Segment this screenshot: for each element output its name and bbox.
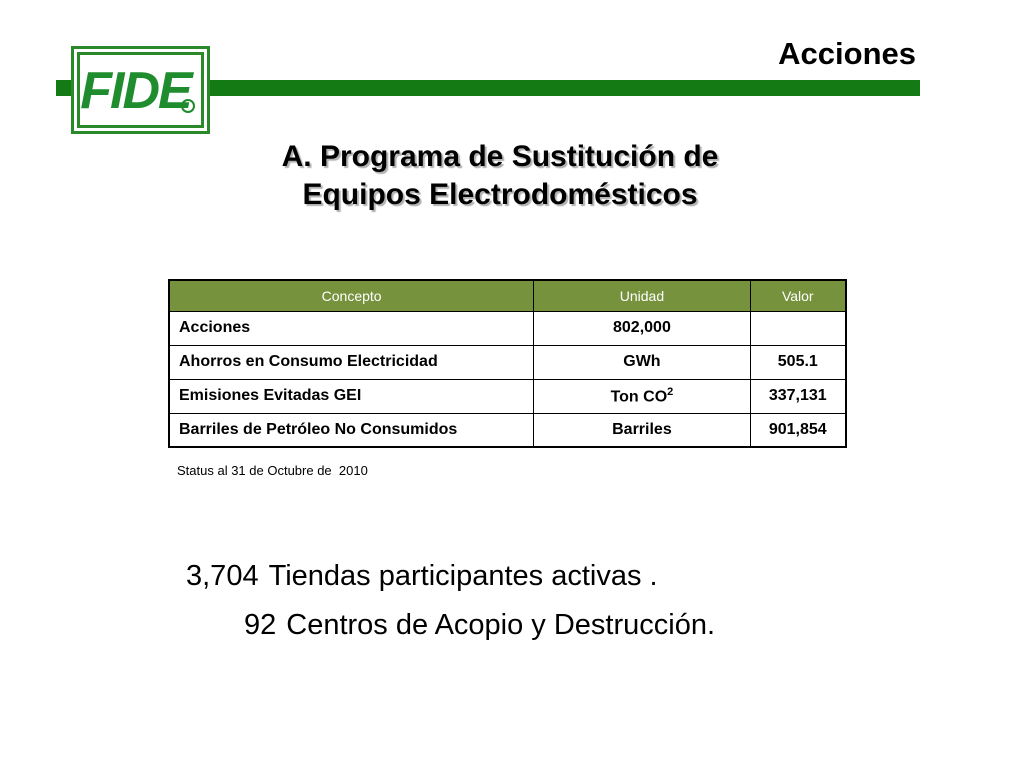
logo-seal-icon — [181, 99, 195, 113]
cell-valor: 901,854 — [750, 413, 846, 447]
table-row — [169, 311, 846, 345]
fide-logo — [71, 46, 210, 134]
cell-unidad-subscript: 2 — [667, 385, 674, 398]
cell-unidad: Barriles — [534, 413, 750, 447]
cell-concepto: Barriles de Petróleo No Consumidos — [169, 413, 534, 447]
page-title: Acciones — [778, 36, 916, 71]
cell-valor — [750, 311, 846, 345]
table-row — [169, 413, 846, 447]
cell-unidad-text: Ton CO — [610, 388, 668, 406]
results-table — [168, 279, 847, 448]
cell-concepto: Ahorros en Consumo Electricidad — [169, 345, 534, 379]
cell-concepto: Acciones — [169, 311, 534, 345]
column-header-valor: Valor — [750, 280, 846, 311]
logo-text: FIDE — [80, 62, 191, 120]
table-row — [169, 345, 846, 379]
cell-concepto: Emisiones Evitadas GEI — [169, 379, 534, 413]
cell-valor: 337,131 — [750, 379, 846, 413]
section-title-line2: Equipos Electrodomésticos — [302, 178, 698, 211]
stat-number: 3,704 — [186, 560, 259, 592]
cell-unidad: GWh — [534, 345, 750, 379]
table-header-row — [169, 280, 846, 311]
section-title — [200, 138, 800, 214]
column-header-unidad: Unidad — [534, 280, 750, 311]
stat-tiendas — [186, 560, 658, 593]
stat-text: Tiendas participantes activas . — [268, 560, 658, 592]
cell-valor: 505.1 — [750, 345, 846, 379]
cell-unidad — [534, 379, 750, 413]
cell-unidad: 802,000 — [534, 311, 750, 345]
section-title-line1: A. Programa de Sustitución de — [281, 140, 719, 173]
stat-text: Centros de Acopio y Destrucción. — [286, 609, 716, 641]
column-header-concepto: Concepto — [169, 280, 534, 311]
stat-centros — [244, 609, 715, 642]
status-note: Status al 31 de Octubre de 2010 — [177, 463, 368, 478]
stat-number: 92 — [244, 609, 277, 641]
table-row — [169, 379, 846, 413]
